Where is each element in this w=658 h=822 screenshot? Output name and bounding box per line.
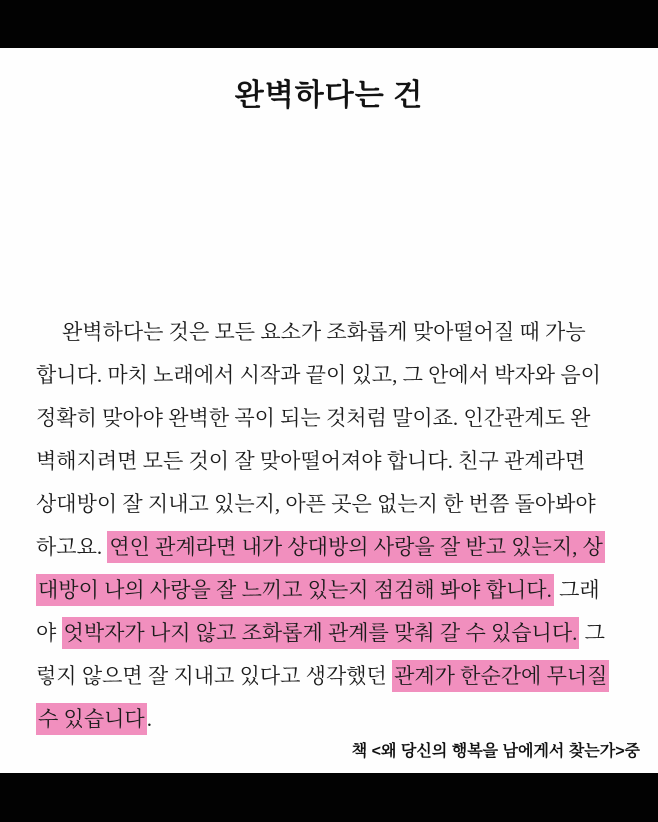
text-line xyxy=(36,526,628,569)
text-line xyxy=(36,311,628,354)
highlighted-text: 엇박자가 나지 않고 조화롭게 관계를 맞춰 갈 수 있습니다. xyxy=(62,617,580,649)
highlighted-text: 관계가 한순간에 무너질 xyxy=(392,660,609,692)
text-segment: . xyxy=(146,707,152,731)
highlighted-text: 대방이 나의 사랑을 잘 느끼고 있는지 점검해 봐야 합니다. xyxy=(36,574,554,606)
text-segment: 정확히 맞아야 완벽한 곡이 되는 것처럼 말이죠. 인간관계도 완 xyxy=(36,406,591,430)
text-segment: 완벽하다는 것은 모든 요소가 조화롭게 맞아떨어질 때 가능 xyxy=(62,320,586,344)
book-citation: 책 <왜 당신의 행복을 남에게서 찾는가>중 xyxy=(351,743,640,760)
text-segment: 렇지 않으면 잘 지내고 있다고 생각했던 xyxy=(36,664,393,688)
text-line xyxy=(36,397,628,440)
top-letterbox-bar xyxy=(0,0,658,48)
text-segment: 합니다. 마치 노래에서 시작과 끝이 있고, 그 안에서 박자와 음이 xyxy=(36,363,601,387)
page-title: 완벽하다는 건 xyxy=(234,79,424,112)
text-line xyxy=(36,698,628,741)
text-line xyxy=(36,354,628,397)
text-line xyxy=(36,440,628,483)
text-line xyxy=(36,612,628,655)
text-segment: 하고요. xyxy=(36,535,108,559)
text-segment: 그 xyxy=(579,621,605,645)
text-line xyxy=(36,655,628,698)
text-line xyxy=(36,569,628,612)
text-segment: 벽해지려면 모든 것이 잘 맞아떨어져야 합니다. 친구 관계라면 xyxy=(36,449,586,473)
text-segment: 야 xyxy=(36,621,62,645)
text-segment: 상대방이 잘 지내고 있는지, 아픈 곳은 없는지 한 번쯤 돌아봐야 xyxy=(36,492,596,516)
body-text xyxy=(36,311,628,741)
bottom-letterbox-bar xyxy=(0,773,658,822)
highlighted-text: 수 있습니다 xyxy=(36,703,147,735)
text-line xyxy=(36,483,628,526)
highlighted-text: 연인 관계라면 내가 상대방의 사랑을 잘 받고 있는지, 상 xyxy=(107,531,605,563)
text-segment: 그래 xyxy=(553,578,600,602)
